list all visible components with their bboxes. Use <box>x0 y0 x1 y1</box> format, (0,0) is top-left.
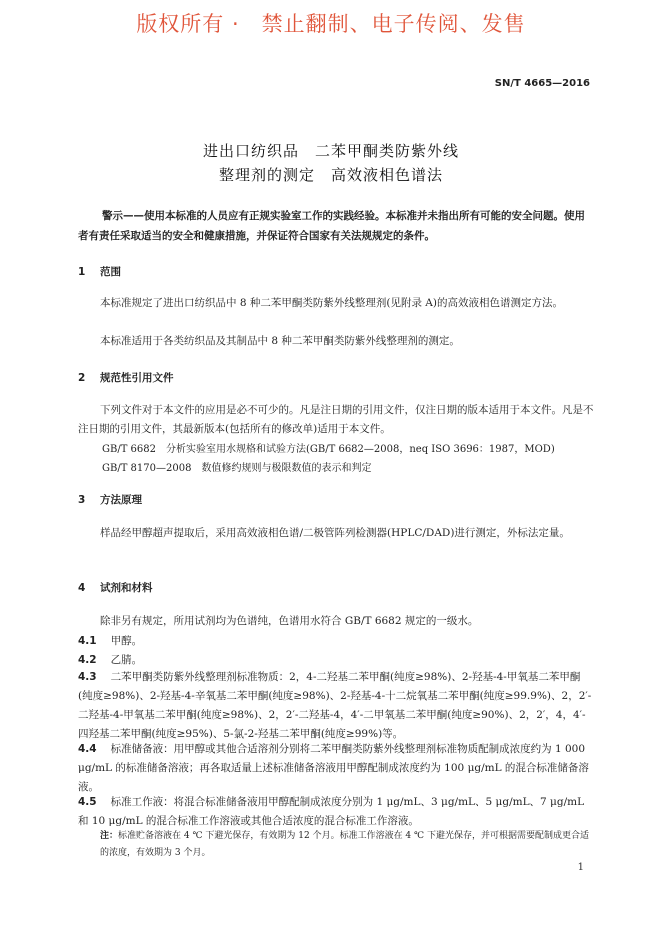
section-2-paragraph-1: 下列文件对于本文件的应用是必不可少的。凡是注日期的引用文件，仅注日期的版本适用于本文件。凡是不注日期的引用文件，其最新版本(包括所有的修改单)适用于本文件。 <box>78 404 594 435</box>
clause-text: 乙腈。 <box>110 654 143 666</box>
document-title-line-2: 整理剂的测定 高效液相色谱法 <box>218 166 443 184</box>
clause-text: 标准储备液：用甲醇或其他合适溶剂分别将二苯甲酮类防紫外线整理剂标准物质配制成浓度约为 1 000 μg/mL 的标准储备溶液；再各取适量上述标准储备溶液用甲醇配制成浓度约为 100 μg/mL 的混合标准储备溶液。 <box>78 743 589 793</box>
section-number: 4 <box>78 582 86 594</box>
section-number: 3 <box>78 494 86 506</box>
clause-number: 4.4 <box>78 743 97 755</box>
section-title: 方法原理 <box>100 494 142 506</box>
clause-number: 4.1 <box>78 635 97 647</box>
clause-4-1 <box>78 632 594 651</box>
clause-number: 4.3 <box>78 671 97 683</box>
copyright-banner: 版权所有 · 禁止翻制、电子传阅、发售 <box>136 12 526 36</box>
section-3-paragraph-1: 样品经甲醇超声提取后，采用高效液相色谱/二极管阵列检测器(HPLC/DAD)进行测定，外标法定量。 <box>100 527 570 539</box>
section-title: 范围 <box>100 266 121 278</box>
section-number: 2 <box>78 372 86 384</box>
section-4-heading <box>78 580 153 595</box>
clause-text: 标准工作液：将混合标准储备液用甲醇配制成浓度分别为 1 μg/mL、3 μg/mL、5 μg/mL、7 μg/mL 和 10 μg/mL 的混合标准工作溶液或其他合适浓度的混合标准工作溶液。 <box>78 796 585 827</box>
section-2-heading <box>78 370 174 385</box>
section-1-heading <box>78 264 121 279</box>
clause-text: 甲醇。 <box>110 635 143 647</box>
clause-4-4 <box>78 740 594 797</box>
section-1-paragraph-1: 本标准规定了进出口纺织品中 8 种二苯甲酮类防紫外线整理剂(见附录 A)的高效液相色谱测定方法。 <box>100 297 563 309</box>
section-1-paragraph-2: 本标准适用于各类纺织品及其制品中 8 种二苯甲酮类防紫外线整理剂的测定。 <box>100 335 460 347</box>
warning-paragraph: 警示——使用本标准的人员应有正规实验室工作的实践经验。本标准并未指出所有可能的安全问题。使用者有责任采取适当的安全和健康措施，并保证符合国家有关法规规定的条件。 <box>78 210 585 242</box>
section-number: 1 <box>78 266 86 278</box>
note <box>100 828 594 862</box>
clause-text: 二苯甲酮类防紫外线整理剂标准物质：2，4-二羟基二苯甲酮(纯度≥98%)、2-羟基-4-甲氧基二苯甲酮(纯度≥98%)、2-羟基-4-辛氧基二苯甲酮(纯度≥98%)、2-羟基-4-十二烷氧基二苯甲酮(纯度≥99.9%)、2，2′-二羟基-4-甲氧基二苯甲酮(纯度≥98%)、2，2′-二羟基-4，4′-二甲氧基二苯甲酮(纯度≥90%)、2，2′，4，4′-四羟基二苯甲酮(纯度≥95%)、5-氯-2-羟基二苯甲酮(纯度≥99%)等。 <box>78 671 592 740</box>
clause-4-3 <box>78 668 594 744</box>
section-title: 试剂和材料 <box>100 582 153 594</box>
section-4-paragraph-1: 除非另有规定，所用试剂均为色谱纯，色谱用水符合 GB/T 6682 规定的一级水。 <box>100 615 479 627</box>
note-text: 标准贮备溶液在 4 ℃ 下避光保存，有效期为 12 个月。标准工作溶液在 4 ℃ 下避光保存，并可根据需要配制成更合适的浓度，有效期为 3 个月。 <box>100 831 589 858</box>
document-title-line-1: 进出口纺织品 二苯甲酮类防紫外线 <box>202 142 459 160</box>
section-title: 规范性引用文件 <box>100 372 174 384</box>
clause-4-5 <box>78 793 594 831</box>
normative-reference-1: GB/T 6682 分析实验室用水规格和试验方法(GB/T 6682—2008，neq ISO 3696：1987，MOD) <box>102 444 555 455</box>
note-label: 注： <box>100 831 119 841</box>
clause-number: 4.2 <box>78 654 97 666</box>
standard-number: SN/T 4665—2016 <box>494 78 590 89</box>
normative-reference-2: GB/T 8170—2008 数值修约规则与极限数值的表示和判定 <box>102 463 372 474</box>
clause-number: 4.5 <box>78 796 97 808</box>
page-number: 1 <box>577 862 584 873</box>
section-3-heading <box>78 492 142 507</box>
